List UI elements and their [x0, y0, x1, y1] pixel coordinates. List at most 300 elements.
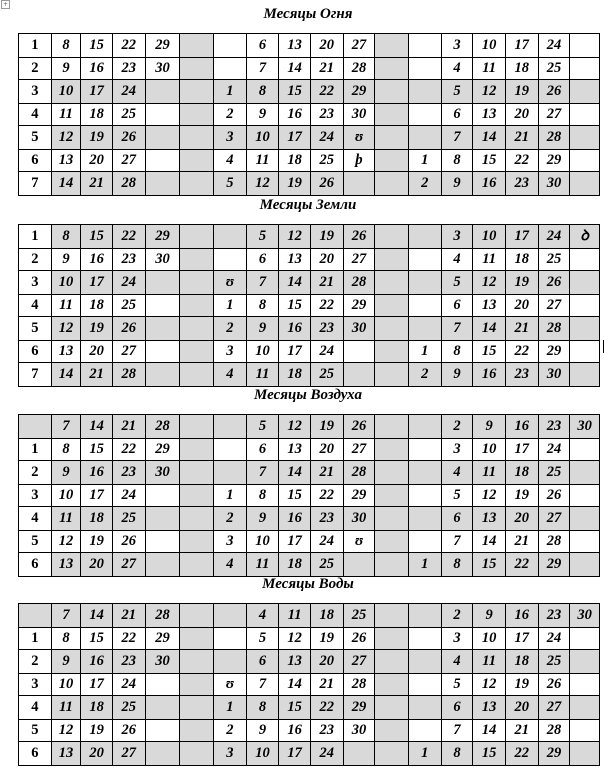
day-cell[interactable]: 24 [310, 742, 343, 766]
day-cell[interactable]: 24 [310, 341, 343, 363]
day-cell[interactable]: 9 [246, 104, 279, 126]
day-cell[interactable] [570, 650, 600, 674]
day-cell[interactable]: 18 [505, 461, 538, 485]
day-cell[interactable] [570, 295, 600, 317]
week-number-cell[interactable]: 2 [19, 650, 52, 674]
day-cell[interactable] [343, 742, 375, 766]
day-cell[interactable]: 24 [112, 80, 145, 104]
day-cell[interactable]: 25 [112, 696, 145, 720]
day-cell[interactable]: 4 [441, 461, 473, 485]
day-cell[interactable]: 28 [112, 172, 145, 196]
day-cell[interactable]: 17 [81, 674, 113, 696]
day-cell[interactable]: 25 [538, 249, 570, 271]
day-cell[interactable]: 26 [310, 172, 343, 196]
day-cell[interactable]: 7 [51, 604, 81, 628]
day-cell[interactable]: 17 [279, 531, 311, 553]
day-cell[interactable]: 16 [81, 249, 113, 271]
day-cell[interactable]: 13 [51, 742, 81, 766]
day-cell[interactable]: 11 [51, 507, 81, 531]
day-cell[interactable]: 20 [505, 295, 538, 317]
day-cell[interactable]: 18 [279, 150, 311, 172]
day-cell[interactable]: 13 [473, 507, 506, 531]
week-number-cell[interactable]: 6 [19, 553, 52, 577]
day-cell[interactable]: 8 [246, 295, 279, 317]
day-cell[interactable] [408, 461, 441, 485]
day-cell[interactable]: 3 [441, 225, 473, 249]
day-cell[interactable]: 6 [441, 507, 473, 531]
day-cell[interactable] [145, 363, 180, 387]
week-number-cell[interactable]: 4 [19, 507, 52, 531]
day-cell[interactable] [213, 650, 246, 674]
day-cell[interactable]: 14 [81, 604, 113, 628]
day-cell[interactable]: 21 [310, 461, 343, 485]
day-cell[interactable]: 24 [538, 34, 570, 58]
day-cell[interactable]: 15 [81, 628, 113, 650]
day-cell[interactable]: 9 [51, 650, 81, 674]
day-cell[interactable]: 29 [538, 553, 570, 577]
day-cell[interactable]: 27 [112, 341, 145, 363]
day-cell[interactable]: 30 [145, 650, 180, 674]
day-cell[interactable]: 10 [51, 271, 81, 295]
day-cell[interactable]: 20 [505, 507, 538, 531]
day-cell[interactable]: 2 [441, 415, 473, 439]
day-cell[interactable] [570, 531, 600, 553]
day-cell[interactable] [213, 439, 246, 461]
day-cell[interactable]: 24 [112, 271, 145, 295]
day-cell[interactable]: 26 [112, 126, 145, 150]
day-cell[interactable]: 24 [310, 531, 343, 553]
day-cell[interactable]: 12 [279, 628, 311, 650]
day-cell[interactable]: 17 [279, 742, 311, 766]
day-cell[interactable]: 9 [473, 604, 506, 628]
day-cell[interactable]: 12 [473, 80, 506, 104]
day-cell[interactable]: 7 [51, 415, 81, 439]
day-cell[interactable]: 19 [505, 271, 538, 295]
day-cell[interactable]: 6 [246, 439, 279, 461]
day-cell[interactable] [145, 172, 180, 196]
day-cell[interactable]: 30 [343, 317, 375, 341]
day-cell[interactable]: 11 [246, 363, 279, 387]
day-cell[interactable] [408, 271, 441, 295]
calendar-table-fire[interactable] [18, 33, 600, 196]
day-cell[interactable]: 12 [473, 485, 506, 507]
day-cell[interactable]: 19 [310, 415, 343, 439]
day-cell[interactable]: 29 [145, 628, 180, 650]
day-cell[interactable]: 14 [51, 172, 81, 196]
day-cell[interactable]: 20 [310, 249, 343, 271]
day-cell[interactable]: 13 [473, 295, 506, 317]
day-cell[interactable]: 22 [505, 742, 538, 766]
day-cell[interactable]: 20 [310, 650, 343, 674]
day-cell[interactable]: 20 [310, 34, 343, 58]
day-cell[interactable] [408, 225, 441, 249]
day-cell[interactable]: 29 [538, 742, 570, 766]
day-cell[interactable]: 8 [441, 341, 473, 363]
day-cell[interactable] [408, 439, 441, 461]
day-cell[interactable]: 15 [81, 34, 113, 58]
day-cell[interactable] [408, 249, 441, 271]
week-number-cell[interactable]: 2 [19, 249, 52, 271]
day-cell[interactable]: 18 [279, 553, 311, 577]
day-cell[interactable]: 5 [441, 674, 473, 696]
day-cell[interactable]: 26 [343, 225, 375, 249]
day-cell[interactable]: 5 [246, 628, 279, 650]
day-cell[interactable] [570, 674, 600, 696]
week-number-cell[interactable] [19, 415, 52, 439]
day-cell[interactable]: 3 [213, 742, 246, 766]
week-number-cell[interactable]: 6 [19, 742, 52, 766]
day-cell[interactable]: 3 [441, 439, 473, 461]
week-number-cell[interactable]: 5 [19, 720, 52, 742]
day-cell[interactable]: 19 [505, 485, 538, 507]
day-cell[interactable]: 18 [505, 650, 538, 674]
week-number-cell[interactable]: 6 [19, 341, 52, 363]
day-cell[interactable]: 10 [246, 742, 279, 766]
day-cell[interactable]: 25 [538, 461, 570, 485]
day-cell[interactable]: 22 [505, 341, 538, 363]
day-cell[interactable]: 5 [441, 80, 473, 104]
day-cell[interactable] [145, 80, 180, 104]
day-cell[interactable]: 1 [213, 696, 246, 720]
day-cell[interactable]: 6 [441, 295, 473, 317]
day-cell[interactable]: 22 [310, 295, 343, 317]
day-cell[interactable]: ʊ [343, 531, 375, 553]
day-cell[interactable]: 28 [343, 58, 375, 80]
day-cell[interactable]: 8 [441, 553, 473, 577]
day-cell[interactable]: 17 [279, 126, 311, 150]
day-cell[interactable]: 26 [112, 317, 145, 341]
day-cell[interactable]: 16 [81, 650, 113, 674]
day-cell[interactable]: 29 [145, 439, 180, 461]
day-cell[interactable]: 26 [538, 80, 570, 104]
day-cell[interactable]: 30 [145, 249, 180, 271]
day-cell[interactable]: 21 [310, 271, 343, 295]
week-number-cell[interactable]: 3 [19, 271, 52, 295]
day-cell[interactable]: 10 [51, 485, 81, 507]
day-cell[interactable]: 30 [343, 720, 375, 742]
day-cell[interactable]: 23 [538, 604, 570, 628]
day-cell[interactable]: 30 [145, 58, 180, 80]
day-cell[interactable]: 11 [246, 553, 279, 577]
day-cell[interactable]: ʊ [213, 674, 246, 696]
day-cell[interactable]: 28 [343, 461, 375, 485]
day-cell[interactable] [408, 58, 441, 80]
day-cell[interactable]: 13 [279, 34, 311, 58]
day-cell[interactable]: 15 [473, 150, 506, 172]
day-cell[interactable] [408, 295, 441, 317]
day-cell[interactable]: 11 [51, 104, 81, 126]
day-cell[interactable]: 7 [441, 720, 473, 742]
day-cell[interactable]: 14 [81, 415, 113, 439]
day-cell[interactable]: 12 [279, 415, 311, 439]
day-cell[interactable] [408, 34, 441, 58]
day-cell[interactable]: 13 [51, 341, 81, 363]
day-cell[interactable]: 9 [246, 317, 279, 341]
day-cell[interactable]: 4 [213, 553, 246, 577]
day-cell[interactable] [213, 58, 246, 80]
day-cell[interactable]: 22 [310, 80, 343, 104]
calendar-table-water[interactable] [18, 603, 600, 766]
day-cell[interactable] [570, 696, 600, 720]
week-number-cell[interactable]: 5 [19, 317, 52, 341]
day-cell[interactable]: 16 [279, 507, 311, 531]
day-cell[interactable]: 23 [112, 461, 145, 485]
day-cell[interactable]: 22 [112, 439, 145, 461]
day-cell[interactable] [570, 34, 600, 58]
day-cell[interactable]: 8 [246, 80, 279, 104]
day-cell[interactable] [408, 650, 441, 674]
day-cell[interactable]: 9 [441, 172, 473, 196]
day-cell[interactable]: 14 [279, 58, 311, 80]
calendar-table-earth[interactable] [18, 224, 600, 387]
day-cell[interactable] [408, 674, 441, 696]
day-cell[interactable]: 26 [343, 628, 375, 650]
day-cell[interactable] [145, 507, 180, 531]
day-cell[interactable]: 4 [213, 150, 246, 172]
day-cell[interactable]: 22 [112, 628, 145, 650]
day-cell[interactable]: 20 [81, 341, 113, 363]
day-cell[interactable]: 26 [343, 415, 375, 439]
day-cell[interactable]: 25 [310, 553, 343, 577]
day-cell[interactable]: 27 [538, 507, 570, 531]
day-cell[interactable]: 21 [310, 58, 343, 80]
day-cell[interactable] [570, 172, 600, 196]
day-cell[interactable]: 14 [279, 461, 311, 485]
day-cell[interactable]: 30 [538, 363, 570, 387]
day-cell[interactable] [408, 415, 441, 439]
day-cell[interactable] [570, 104, 600, 126]
day-cell[interactable]: 8 [246, 485, 279, 507]
day-cell[interactable]: 11 [51, 295, 81, 317]
day-cell[interactable] [408, 126, 441, 150]
day-cell[interactable]: 29 [538, 341, 570, 363]
table-move-handle-icon[interactable]: + [2, 1, 9, 8]
day-cell[interactable]: 16 [473, 363, 506, 387]
day-cell[interactable]: 7 [441, 317, 473, 341]
day-cell[interactable]: 10 [51, 674, 81, 696]
day-cell[interactable]: 2 [213, 104, 246, 126]
day-cell[interactable]: 11 [473, 58, 506, 80]
day-cell[interactable]: 2 [441, 604, 473, 628]
day-cell[interactable] [408, 604, 441, 628]
day-cell[interactable]: 25 [112, 507, 145, 531]
day-cell[interactable] [408, 696, 441, 720]
day-cell[interactable]: 7 [246, 461, 279, 485]
day-cell[interactable]: 22 [505, 150, 538, 172]
week-number-cell[interactable]: 2 [19, 461, 52, 485]
day-cell[interactable]: 13 [279, 439, 311, 461]
day-cell[interactable]: 17 [81, 271, 113, 295]
day-cell[interactable]: 16 [473, 172, 506, 196]
day-cell[interactable]: 28 [343, 271, 375, 295]
day-cell[interactable] [213, 225, 246, 249]
day-cell[interactable]: 5 [246, 415, 279, 439]
day-cell[interactable]: 17 [279, 341, 311, 363]
day-cell[interactable]: 15 [473, 742, 506, 766]
day-cell[interactable]: 3 [441, 34, 473, 58]
day-cell[interactable]: 27 [343, 34, 375, 58]
day-cell[interactable] [408, 720, 441, 742]
day-cell[interactable]: 19 [505, 674, 538, 696]
day-cell[interactable]: 19 [310, 225, 343, 249]
day-cell[interactable]: 7 [246, 271, 279, 295]
day-cell[interactable]: 28 [538, 317, 570, 341]
day-cell[interactable]: 4 [441, 249, 473, 271]
day-cell[interactable]: 26 [538, 674, 570, 696]
day-cell[interactable]: 7 [246, 58, 279, 80]
day-cell[interactable]: 8 [441, 742, 473, 766]
day-cell[interactable]: 24 [538, 439, 570, 461]
day-cell[interactable]: 17 [81, 485, 113, 507]
day-cell[interactable]: 13 [51, 150, 81, 172]
day-cell[interactable]: 18 [505, 58, 538, 80]
day-cell[interactable]: 5 [246, 225, 279, 249]
day-cell[interactable]: 19 [81, 317, 113, 341]
day-cell[interactable]: 20 [310, 439, 343, 461]
day-cell[interactable] [570, 628, 600, 650]
day-cell[interactable]: 29 [343, 295, 375, 317]
day-cell[interactable]: 23 [112, 650, 145, 674]
day-cell[interactable]: 5 [441, 271, 473, 295]
week-number-cell[interactable]: 4 [19, 104, 52, 126]
day-cell[interactable] [145, 674, 180, 696]
week-number-cell[interactable]: 1 [19, 439, 52, 461]
day-cell[interactable]: 27 [112, 150, 145, 172]
day-cell[interactable]: 18 [310, 604, 343, 628]
day-cell[interactable]: 12 [51, 126, 81, 150]
day-cell[interactable]: 28 [145, 604, 180, 628]
day-cell[interactable]: 12 [51, 720, 81, 742]
day-cell[interactable]: 13 [279, 249, 311, 271]
day-cell[interactable] [408, 485, 441, 507]
week-number-cell[interactable]: 4 [19, 696, 52, 720]
day-cell[interactable]: 28 [112, 363, 145, 387]
day-cell[interactable]: þ [343, 150, 375, 172]
day-cell[interactable]: 21 [505, 531, 538, 553]
day-cell[interactable]: 16 [505, 415, 538, 439]
day-cell[interactable] [145, 150, 180, 172]
day-cell[interactable]: 15 [279, 80, 311, 104]
day-cell[interactable] [408, 80, 441, 104]
day-cell[interactable]: 9 [51, 461, 81, 485]
week-number-cell[interactable]: 6 [19, 150, 52, 172]
day-cell[interactable] [570, 439, 600, 461]
day-cell[interactable]: 11 [279, 604, 311, 628]
day-cell[interactable]: 21 [81, 172, 113, 196]
day-cell[interactable]: 11 [473, 461, 506, 485]
day-cell[interactable]: 25 [343, 604, 375, 628]
day-cell[interactable]: 14 [279, 674, 311, 696]
day-cell[interactable]: 29 [538, 150, 570, 172]
day-cell[interactable]: 23 [112, 58, 145, 80]
day-cell[interactable]: 14 [473, 126, 506, 150]
day-cell[interactable]: 13 [473, 696, 506, 720]
day-cell[interactable]: 21 [505, 317, 538, 341]
day-cell[interactable]: 9 [246, 507, 279, 531]
day-cell[interactable]: 23 [538, 415, 570, 439]
day-cell[interactable] [408, 628, 441, 650]
day-cell[interactable]: 23 [310, 507, 343, 531]
day-cell[interactable] [570, 363, 600, 387]
day-cell[interactable] [213, 604, 246, 628]
day-cell[interactable]: 27 [343, 249, 375, 271]
day-cell[interactable]: 10 [473, 225, 506, 249]
week-number-cell[interactable] [19, 604, 52, 628]
day-cell[interactable]: 7 [441, 531, 473, 553]
day-cell[interactable] [213, 461, 246, 485]
day-cell[interactable]: 1 [213, 80, 246, 104]
day-cell[interactable]: 19 [81, 126, 113, 150]
day-cell[interactable]: 14 [279, 271, 311, 295]
day-cell[interactable]: 30 [570, 415, 600, 439]
day-cell[interactable]: 19 [81, 531, 113, 553]
day-cell[interactable]: 14 [473, 531, 506, 553]
day-cell[interactable]: 14 [473, 317, 506, 341]
day-cell[interactable]: 14 [473, 720, 506, 742]
day-cell[interactable]: 8 [441, 150, 473, 172]
day-cell[interactable] [213, 249, 246, 271]
day-cell[interactable] [408, 317, 441, 341]
day-cell[interactable] [570, 80, 600, 104]
day-cell[interactable] [213, 628, 246, 650]
day-cell[interactable]: 2 [213, 720, 246, 742]
day-cell[interactable] [408, 104, 441, 126]
day-cell[interactable] [145, 317, 180, 341]
day-cell[interactable]: 6 [441, 104, 473, 126]
day-cell[interactable]: 11 [473, 650, 506, 674]
day-cell[interactable]: 27 [112, 553, 145, 577]
day-cell[interactable] [570, 58, 600, 80]
day-cell[interactable]: 6 [246, 650, 279, 674]
day-cell[interactable]: 27 [538, 104, 570, 126]
day-cell[interactable]: 24 [112, 674, 145, 696]
day-cell[interactable]: 27 [343, 439, 375, 461]
day-cell[interactable] [570, 461, 600, 485]
day-cell[interactable]: 29 [343, 696, 375, 720]
day-cell[interactable]: 20 [505, 696, 538, 720]
day-cell[interactable]: 1 [408, 341, 441, 363]
day-cell[interactable] [570, 742, 600, 766]
day-cell[interactable]: 5 [213, 172, 246, 196]
day-cell[interactable]: 15 [473, 553, 506, 577]
day-cell[interactable]: 15 [279, 696, 311, 720]
day-cell[interactable]: 9 [246, 720, 279, 742]
day-cell[interactable]: 8 [51, 628, 81, 650]
week-number-cell[interactable]: 7 [19, 363, 52, 387]
day-cell[interactable] [570, 317, 600, 341]
day-cell[interactable]: 21 [81, 363, 113, 387]
day-cell[interactable]: 26 [538, 485, 570, 507]
day-cell[interactable]: 10 [473, 34, 506, 58]
day-cell[interactable]: 25 [112, 295, 145, 317]
calendar-table-air[interactable] [18, 414, 600, 577]
day-cell[interactable]: 17 [505, 628, 538, 650]
week-number-cell[interactable]: 2 [19, 58, 52, 80]
day-cell[interactable]: 27 [538, 295, 570, 317]
day-cell[interactable]: 2 [408, 172, 441, 196]
day-cell[interactable]: 16 [81, 461, 113, 485]
day-cell[interactable]: 8 [246, 696, 279, 720]
day-cell[interactable]: 10 [246, 126, 279, 150]
day-cell[interactable] [570, 150, 600, 172]
day-cell[interactable]: 20 [81, 553, 113, 577]
day-cell[interactable]: 22 [112, 34, 145, 58]
day-cell[interactable] [213, 415, 246, 439]
day-cell[interactable]: 28 [145, 415, 180, 439]
day-cell[interactable]: 19 [279, 172, 311, 196]
day-cell[interactable]: 21 [112, 604, 145, 628]
day-cell[interactable]: 23 [112, 249, 145, 271]
